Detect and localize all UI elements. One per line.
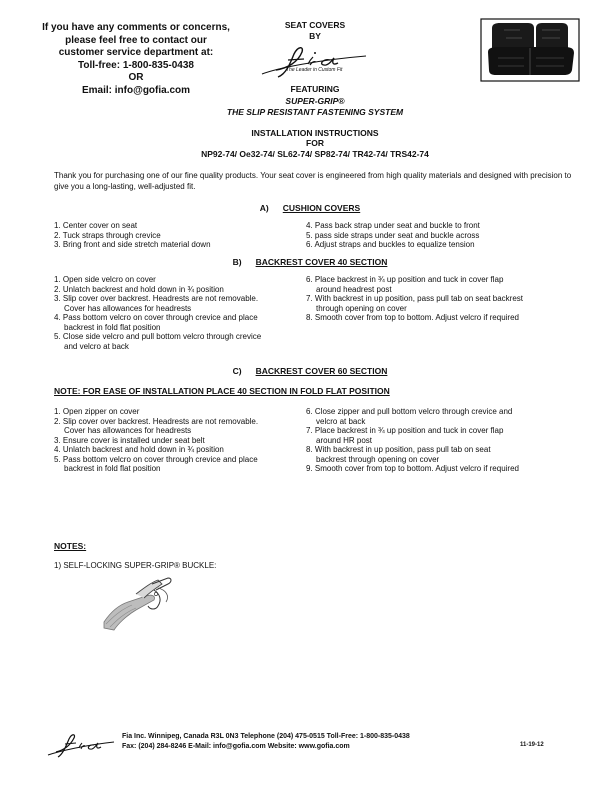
step-item: 2. Slip cover over backrest. Headrests are not removable. [54,416,259,426]
step-item: 8. With backrest in up position, pass pull tab on seat [306,445,491,454]
step-item: 4. Pass back strap under seat and buckle to front [306,221,480,230]
step-item: 8. Smooth cover from top to bottom. Adjust velcro if required [306,313,519,322]
instructions-title: INSTALLATION INSTRUCTIONS [251,128,379,138]
model-list: NP92-74/ Oe32-74/ SL62-74/ SP82-74/ TR42-74/ TRS42-74 [201,149,429,159]
contact-line: customer service department at: [58,47,214,58]
step-item: 1. Open zipper on cover [54,407,140,416]
section-c-heading [160,366,460,376]
step-item: backrest in fold flat position [64,464,161,473]
section-title: CUSHION COVERS [282,203,361,213]
section-a-heading [160,203,460,213]
step-item: 6. Close zipper and pull bottom velcro through crevice and [306,407,513,416]
step-item: Cover has allowances for headrests [64,303,192,313]
doc-title: SEAT COVERS [284,20,346,30]
document-date: 11-19-12 [520,742,544,748]
section-b-left-steps [54,275,261,351]
step-item: 3. Bring front and side stretch material down [54,240,211,249]
step-item: backrest through opening on cover [316,454,440,464]
super-grip-label: SUPER-GRIP® [285,96,345,106]
step-item: and velcro at back [64,341,129,351]
section-b-right-steps [306,275,523,323]
step-item: around headrest post [316,284,392,294]
contact-block [30,22,242,97]
section-c-left-steps [54,407,258,474]
contact-line: OR [128,72,144,83]
step-item: 3. Slip cover over backrest. Headrests are not removable. [54,294,259,303]
step-item: 6. Place backrest in ¾ up position and tuck in cover flap [306,275,504,284]
intro-paragraph: Thank you for purchasing one of our fine quality products. Your seat cover is engineered from high quality materials and designed with precision to give you a long-lasting, well-adjusted fit. [54,171,572,191]
step-item: 7. With backrest in up position, pass pull tab on seat backrest [306,294,524,303]
step-item: 6. Adjust straps and buckles to equalize tension [306,240,475,249]
step-item: 7. Place backrest in ¾ up position and tuck in cover flap [306,426,504,435]
instructions-heading [200,128,430,148]
step-item: 4. Unlatch backrest and hold down in ¾ position [54,445,224,454]
section-b-heading [160,257,460,267]
instructions-for: FOR [306,138,324,148]
footer-contact [122,732,410,752]
section-a-left-steps [54,221,211,250]
step-item: 5. pass side straps under seat and buckle across [306,230,480,240]
step-item: backrest in fold flat position [64,322,161,332]
fia-footer-logo [46,732,116,758]
step-item: through opening on cover [316,303,407,313]
section-c-right-steps [306,407,519,474]
step-item: 1. Center cover on seat [54,221,138,230]
section-letter: B) [232,257,242,267]
section-a-right-steps [306,221,480,250]
step-item: 1. Open side velcro on cover [54,275,156,284]
step-item: velcro at back [316,416,366,426]
contact-line: please feel free to contact our [65,34,207,46]
buckle-illustration [96,576,196,632]
step-item: 2. Unlatch backrest and hold down in ¾ position [54,284,224,294]
section-letter: A) [259,203,269,213]
step-item: Cover has allowances for headrests [64,426,192,435]
contact-email: Email: info@gofia.com [81,84,191,96]
step-item: around HR post [316,435,373,445]
fastening-system-label: THE SLIP RESISTANT FASTENING SYSTEM [226,107,404,117]
buckle-note: 1) SELF-LOCKING SUPER-GRIP® BUCKLE: [54,561,217,570]
section-letter: C) [232,366,242,376]
logo-tagline: The Leader in Custom Fit [286,67,343,73]
installation-note: NOTE: FOR EASE OF INSTALLATION PLACE 40 SECTION IN FOLD FLAT POSITION [54,386,390,396]
step-item: 5. Pass bottom velcro on cover through crevice and place [54,454,258,464]
featuring-label: FEATURING [290,84,340,94]
step-item: 9. Smooth cover from top to bottom. Adjust velcro if required [306,464,519,473]
doc-title-by: BY [309,31,321,41]
step-item: 3. Ensure cover is installed under seat belt [54,435,205,445]
notes-heading: NOTES: [54,541,87,551]
footer-web: Fax: (204) 284-8246 E-Mail: info@gofia.com Website: www.gofia.com [122,743,350,750]
seat-cover-illustration [480,18,580,82]
toll-free-number: Toll-free: 1-800-835-0438 [78,59,194,71]
footer-address: Fia Inc. Winnipeg, Canada R3L 0N3 Telephone (204) 475-0515 Toll-Free: 1-800-835-0438 [122,733,410,740]
step-item: 5. Close side velcro and pull bottom velcro through crevice [54,332,262,341]
step-item: 4. Pass bottom velcro on cover through crevice and place [54,313,258,322]
section-title: BACKREST COVER 60 SECTION [255,366,388,376]
contact-line: If you have any comments or concerns, [42,22,230,33]
step-item: 2. Tuck straps through crevice [54,230,161,240]
section-title: BACKREST COVER 40 SECTION [255,257,388,267]
